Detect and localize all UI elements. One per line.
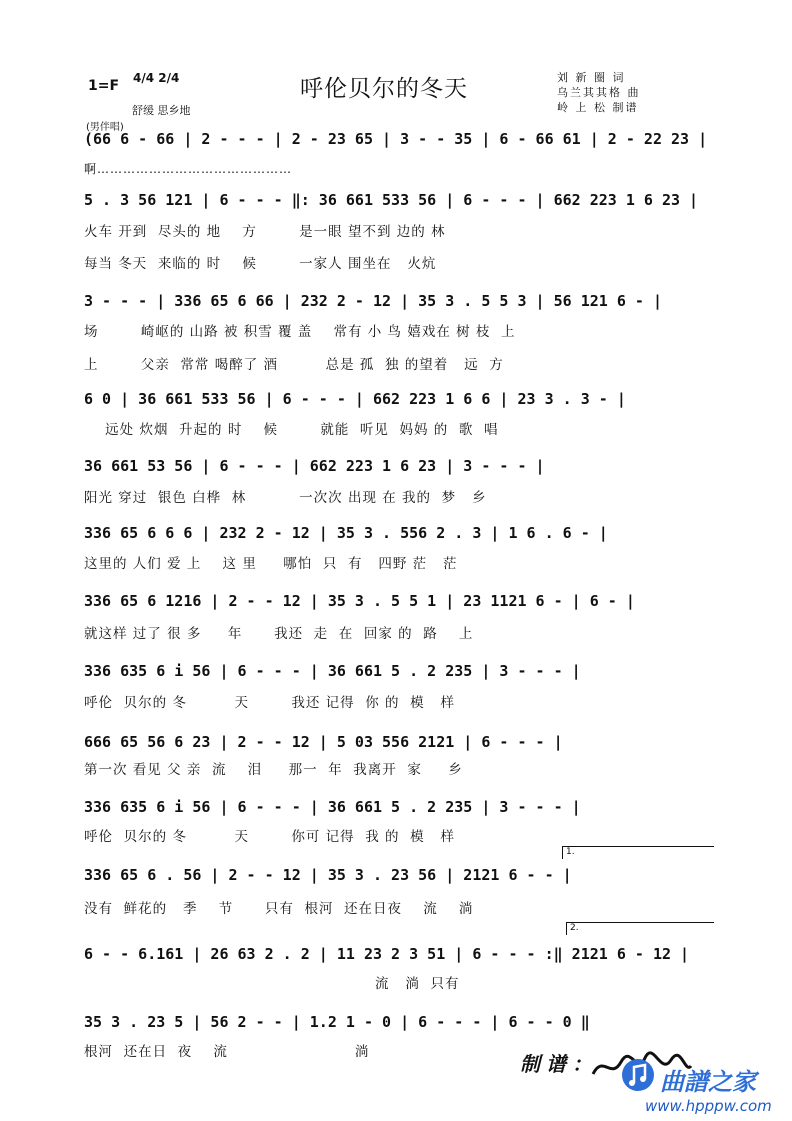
lyric-row-12: 流 淌 只有 [84,976,460,992]
notes-row-4: 6 0 | 36 661 533 56 | 6 - - - | 662 223 1 6 6 | 23 3 . 3 - | [84,390,626,408]
credits [557,70,641,115]
lyric-row-2: 火车 开到 尽头的 地 方 是一眼 望不到 边的 林 [84,224,446,240]
notes-row-3: 3 - - - | 336 65 6 66 | 232 2 - 12 | 35 3 . 5 5 3 | 56 121 6 - | [84,292,662,310]
notes-row-2: 5 . 3 56 121 | 6 - - - ‖: 36 661 533 56 | 6 - - - | 662 223 1 6 23 | [84,191,699,209]
notes-row-8: 336 635 6 i 56 | 6 - - - | 36 661 5 . 2 235 | 3 - - - | [84,662,581,680]
tempo-marking: 舒缓 思乡地 [132,104,191,117]
arranger-credit: 岭 上 松 制谱 [557,101,639,114]
lyric-row-5: 阳光 穿过 银色 白桦 林 一次次 出现 在 我的 梦 乡 [84,490,487,506]
lyric2-row-3: 上 父亲 常常 喝醉了 酒 总是 孤 独 的望着 远 方 [84,357,504,373]
notes-row-6: 336 65 6 6 6 | 232 2 - 12 | 35 3 . 556 2 . 3 | 1 6 . 6 - | [84,524,608,542]
notes-row-13: 35 3 . 23 5 | 56 2 - - | 1.2 1 - 0 | 6 - - - | 6 - - 0 ‖ [84,1013,590,1031]
notes-row-10: 336 635 6 i 56 | 6 - - - | 36 661 5 . 2 235 | 3 - - - | [84,798,581,816]
lyric-row-13: 根河 还在日 夜 流 淌 [84,1044,370,1060]
notes-row-7: 336 65 6 1216 | 2 - - 12 | 35 3 . 5 5 1 | 23 1121 6 - | 6 - | [84,592,635,610]
singer-note: (男伴唱) [86,122,124,133]
lyric-row-1: 啊……………………………………… [84,162,293,176]
lyric-row-10: 呼伦 贝尔的 冬 天 你可 记得 我 的 模 样 [84,829,455,845]
notes-row-12: 6 - - 6.161 | 26 63 2 . 2 | 11 23 2 3 51 | 6 - - - :‖ 2121 6 - 12 | [84,945,690,963]
lyric-row-7: 就这样 过了 很 多 年 我还 走 在 回家 的 路 上 [84,626,474,642]
lyric-row-9: 第一次 看见 父 亲 流 泪 那一 年 我离开 家 乡 [84,762,463,778]
time-signature: 4/4 2/4 [133,71,180,85]
lyric-row-6: 这里的 人们 爱 上 这 里 哪怕 只 有 四野 茫 茫 [84,556,458,572]
key-signature: 1=F [88,78,120,94]
lyric-row-3: 场 崎岖的 山路 被 积雪 覆 盖 常有 小 鸟 嬉戏在 树 枝 上 [84,324,516,340]
notes-row-9: 666 65 56 6 23 | 2 - - 12 | 5 03 556 2121 | 6 - - - | [84,733,563,751]
notes-row-1: (66 6 - 66 | 2 - - - | 2 - 23 65 | 3 - - 35 | 6 - 66 61 | 2 - 22 23 | [84,130,708,148]
watermark-url: www.hpppw.com [645,1097,772,1115]
arranger-label: 制谱： [520,1052,598,1076]
notes-row-5: 36 661 53 56 | 6 - - - | 662 223 1 6 23 | 3 - - - | [84,457,545,475]
watermark-name: 曲譜之家 [660,1068,756,1096]
volta-2: 2. [566,922,714,935]
lyric-row-11: 没有 鲜花的 季 节 只有 根河 还在日夜 流 淌 [84,901,474,917]
lyric2-row-2: 每当 冬天 来临的 时 候 一家人 围坐在 火炕 [84,256,437,272]
lyric-row-8: 呼伦 贝尔的 冬 天 我还 记得 你 的 模 样 [84,695,455,711]
volta-1: 1. [562,846,714,859]
lyric-row-4: 远处 炊烟 升起的 时 候 就能 听见 妈妈 的 歌 唱 [84,422,499,438]
notes-row-11: 336 65 6 . 56 | 2 - - 12 | 35 3 . 23 56 | 2121 6 - - | [84,866,572,884]
music-logo-icon [618,1055,658,1095]
page-title: 呼伦贝尔的冬天 [300,76,468,102]
composer: 乌兰其其格 曲 [557,86,641,99]
lyricist: 刘 新 圈 词 [557,71,626,84]
